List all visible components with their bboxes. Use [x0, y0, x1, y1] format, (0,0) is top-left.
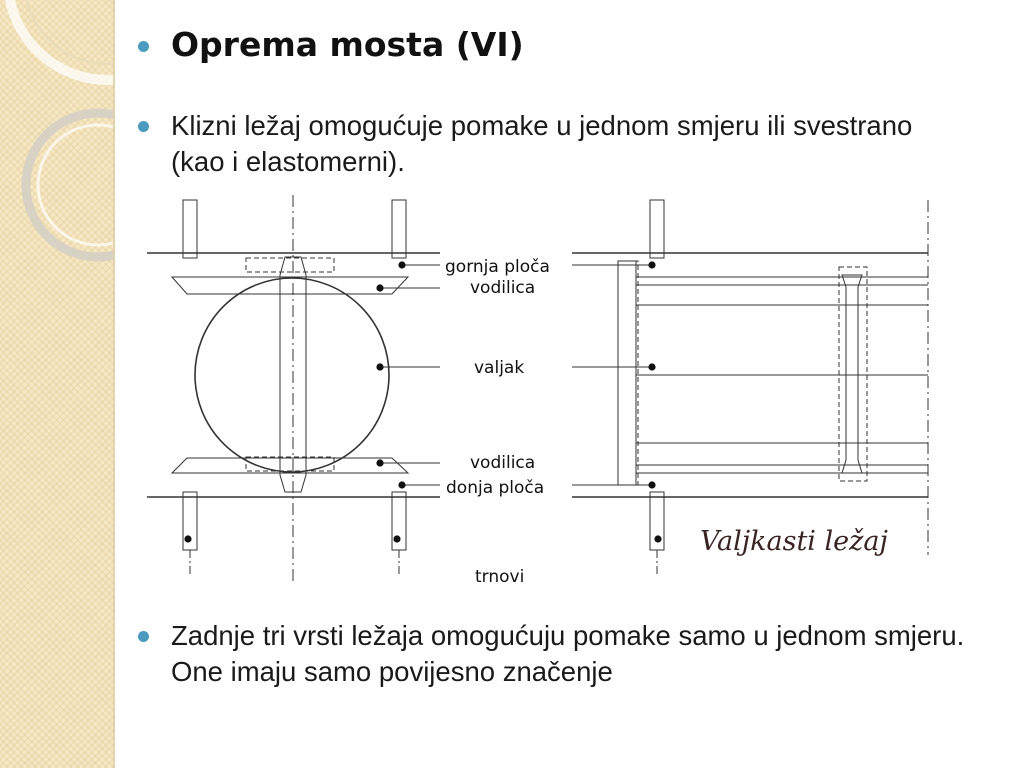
- slide-title: Oprema mosta (VI): [171, 25, 524, 64]
- bullet-item: [138, 618, 978, 690]
- title-row: [138, 26, 524, 64]
- roller-circle: [195, 278, 389, 472]
- roller-bearing-diagram: [140, 195, 940, 590]
- label-upper-plate: gornja ploča: [445, 257, 550, 277]
- upper-pin: [650, 200, 664, 258]
- bullet-item: [138, 108, 958, 180]
- label-lower-plate: donja ploča: [446, 478, 545, 498]
- bullet-icon: [138, 631, 149, 642]
- upper-pin: [392, 200, 406, 258]
- decorative-sidebar: [0, 0, 115, 768]
- diagram-caption: Valjkasti ležaj: [700, 526, 888, 557]
- sidebar-rings-graphic: [0, 0, 113, 768]
- bullet-icon: [138, 41, 149, 52]
- upper-pin: [183, 200, 197, 258]
- bullet-icon: [138, 121, 149, 132]
- roller-side-view: [618, 261, 636, 485]
- bullet-text: Klizni ležaj omogućuje pomake u jednom smjeru ili svestrano (kao i elastomerni).: [171, 110, 913, 177]
- bullet-text: Zadnje tri vrsti ležaja omogućuju pomake samo u jednom smjeru. One imaju samo povijesno značenje: [171, 620, 965, 687]
- upper-guide: [172, 277, 408, 294]
- label-roller: valjak: [474, 358, 525, 378]
- label-guide-top: vodilica: [470, 278, 536, 298]
- label-guide-bottom: vodilica: [470, 453, 536, 473]
- label-pins: trnovi: [475, 567, 525, 587]
